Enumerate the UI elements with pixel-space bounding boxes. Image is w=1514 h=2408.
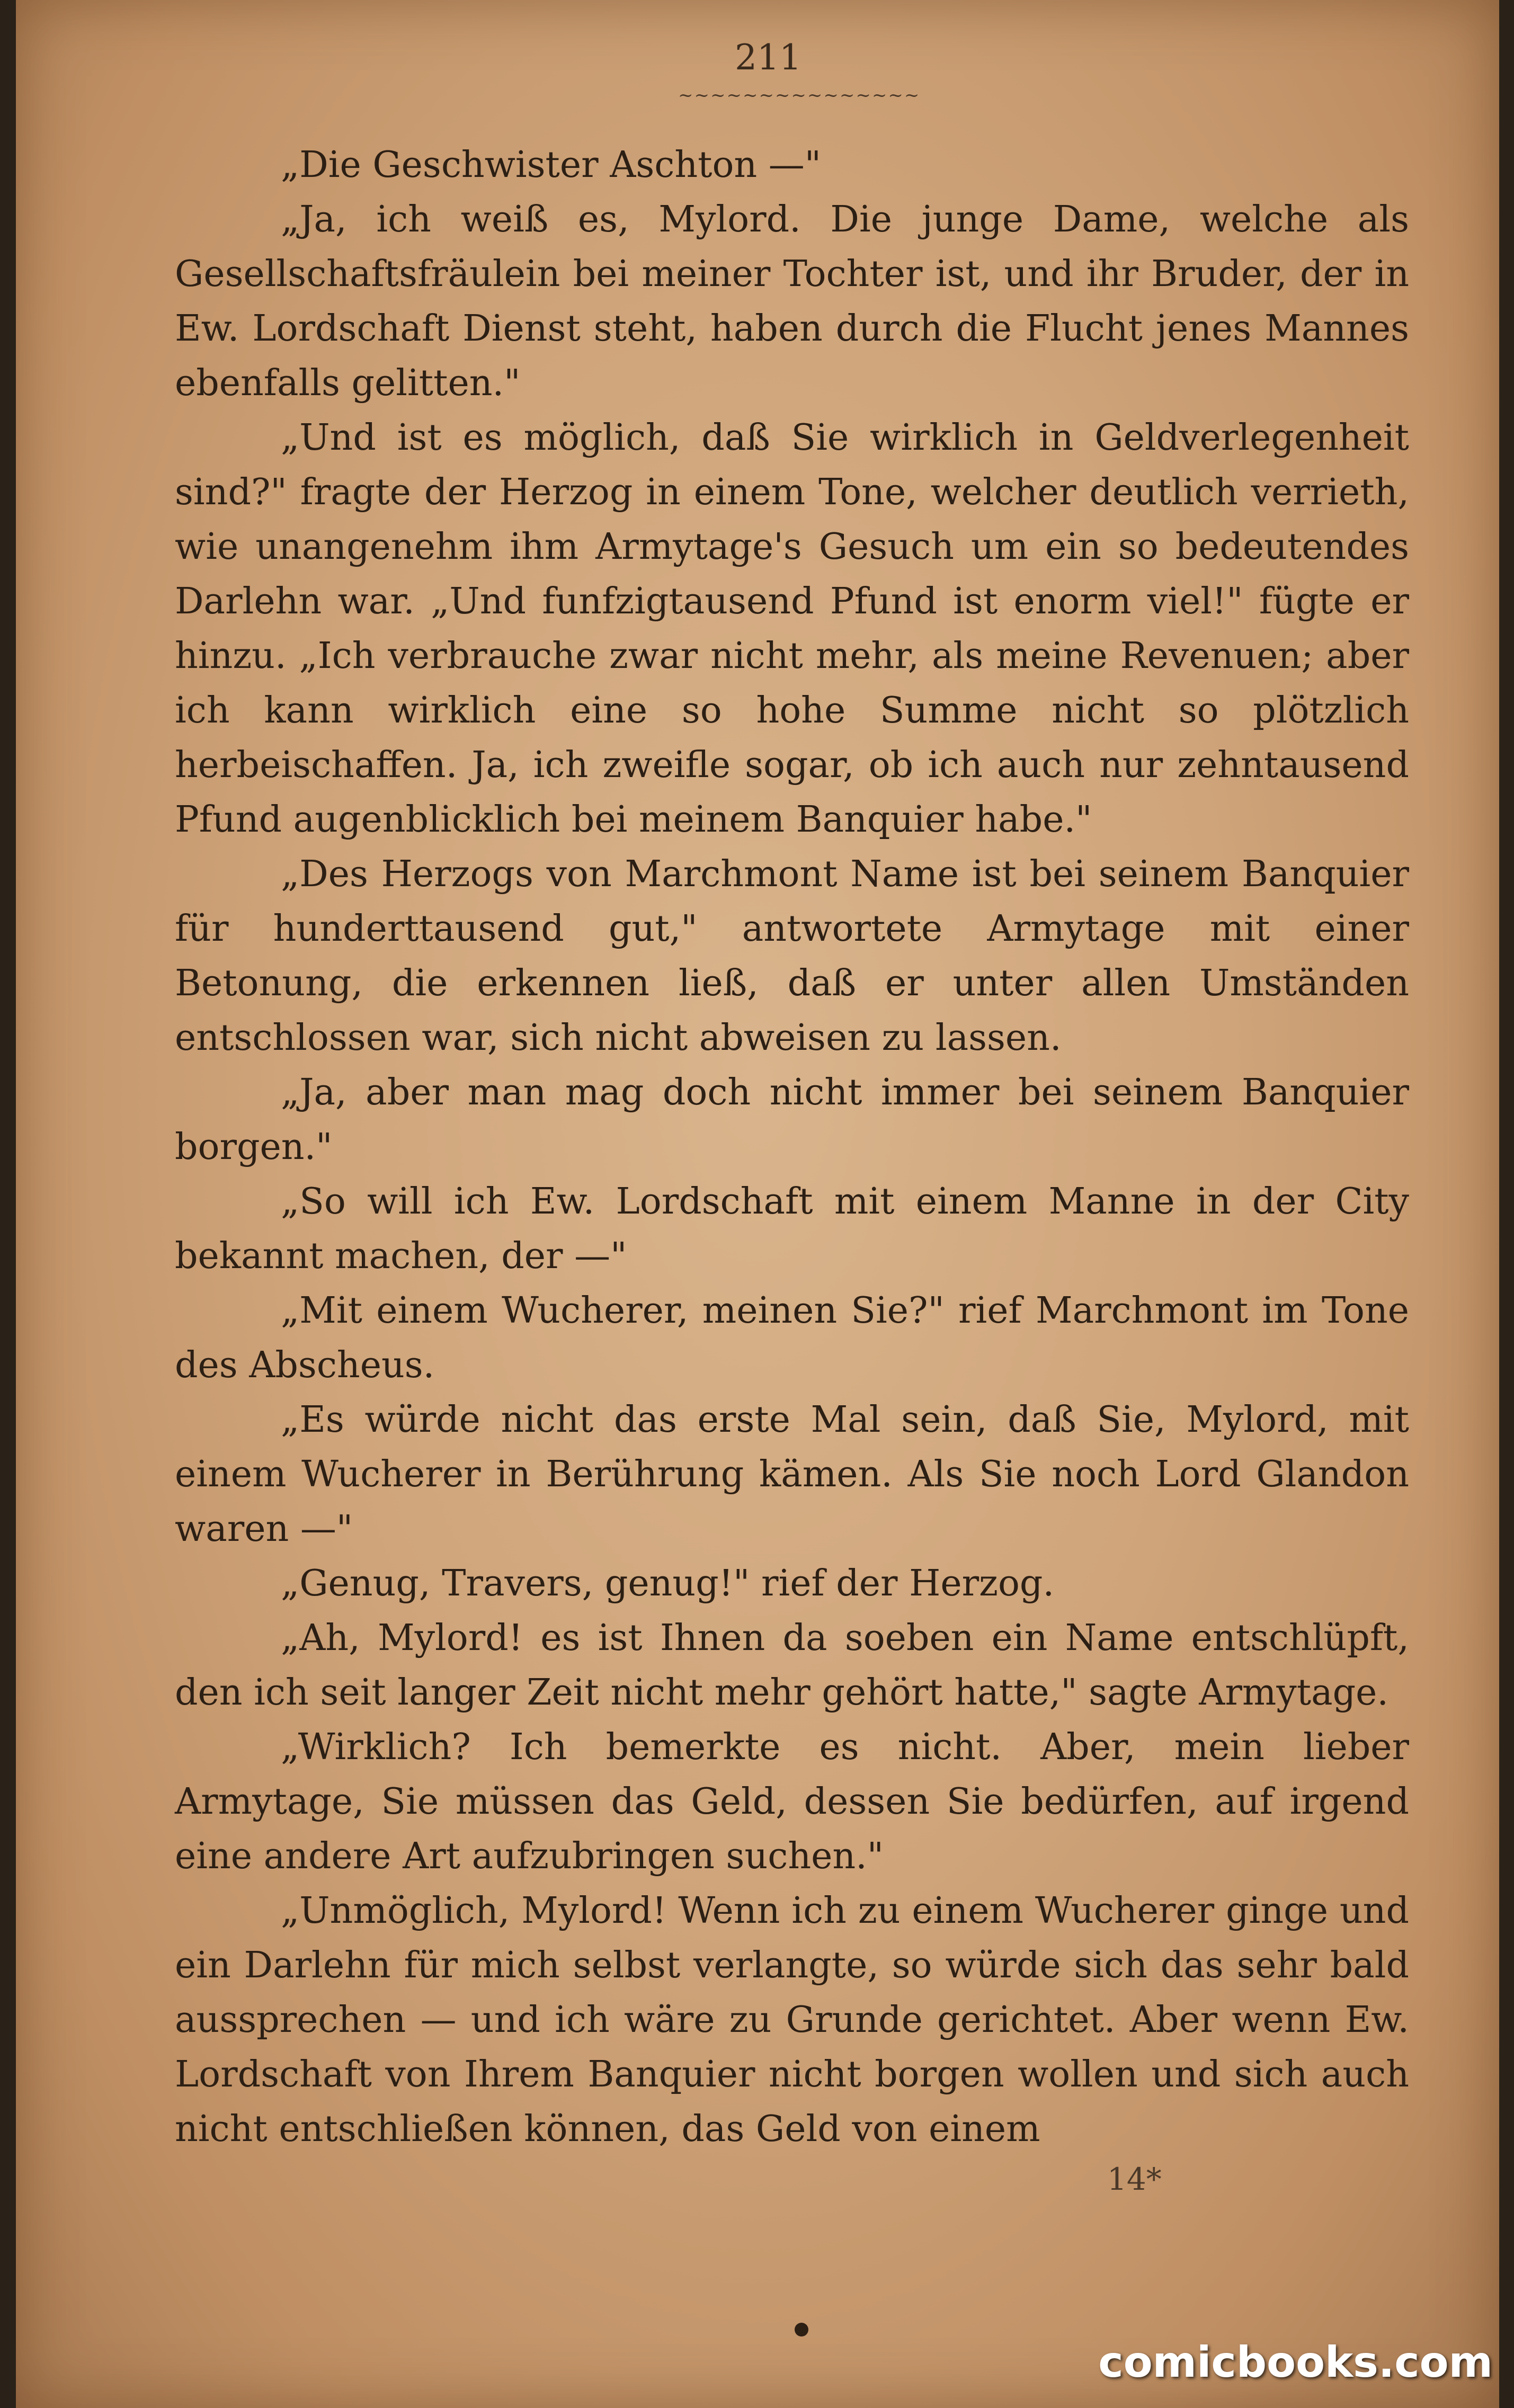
paragraph: „Es würde nicht das erste Mal sein, daß Sie, Mylord, mit einem Wucherer in Berührung kämen. Als Sie noch Lord Glandon waren —" (175, 1399, 1409, 1550)
paragraph: „Genug, Travers, genug!" rief der Herzog. (281, 1563, 1055, 1604)
watermark: comicbooks.com (1098, 2338, 1493, 2387)
book-page (16, 0, 1499, 2408)
body-text (175, 138, 1409, 2156)
paragraph: „Ja, aber man mag doch nicht immer bei seinem Banquier borgen." (175, 1072, 1409, 1168)
page-number: 211 (735, 37, 801, 78)
paragraph: „Des Herzogs von Marchmont Name ist bei seinem Banquier für hunderttausend gut," antwortete Armytage mit einer Betonung, die erkennen ließ, daß er unter allen Umständen entschlossen war, sich nicht abweisen zu lassen. (175, 853, 1409, 1059)
paragraph: „Mit einem Wucherer, meinen Sie?" rief Marchmont im Tone des Abscheus. (175, 1290, 1409, 1386)
paragraph: „Ah, Mylord! es ist Ihnen da soeben ein Name entschlüpft, den ich seit langer Zeit nicht mehr gehört hatte," sagte Armytage. (175, 1617, 1409, 1714)
signature-mark: 14* (1107, 2161, 1162, 2197)
ink-dot (795, 2323, 808, 2336)
paragraph: „Unmöglich, Mylord! Wenn ich zu einem Wucherer ginge und ein Darlehn für mich selbst verlangte, so würde sich das sehr bald aussprechen — und ich wäre zu Grunde gerichtet. Aber wenn Ew. Lordschaft von Ihrem Banquier nicht borgen wollen und sich auch nicht entschließen können, das Geld von einem (175, 1890, 1409, 2150)
paragraph: „So will ich Ew. Lordschaft mit einem Manne in der City bekannt machen, der —" (175, 1181, 1409, 1277)
header-ornament: ~~~~~~~~~~~~~~~ (678, 85, 921, 106)
paragraph: „Ja, ich weiß es, Mylord. Die junge Dame, welche als Gesellschaftsfräulein bei meiner Tochter ist, und ihr Bruder, der in Ew. Lordschaft Dienst steht, haben durch die Flucht jenes Mannes ebenfalls gelitten." (175, 199, 1409, 404)
paragraph: „Und ist es möglich, daß Sie wirklich in Geldverlegenheit sind?" fragte der Herzog in einem Tone, welcher deutlich verrieth, wie unangenehm ihm Armytage's Gesuch um ein so bedeutendes Darlehn war. „Und funfzigtausend Pfund ist enorm viel!" fügte er hinzu. „Ich verbrauche zwar nicht mehr, als meine Revenuen; aber ich kann wirklich eine so hohe Summe nicht so plötzlich herbeischaffen. Ja, ich zweifle sogar, ob ich auch nur zehntausend Pfund augenblicklich bei meinem Banquier habe." (175, 417, 1409, 841)
paragraph: „Wirklich? Ich bemerkte es nicht. Aber, mein lieber Armytage, Sie müssen das Geld, dessen Sie bedürfen, auf irgend eine andere Art aufzubringen suchen." (175, 1726, 1409, 1877)
paragraph: „Die Geschwister Aschton —" (281, 144, 822, 186)
